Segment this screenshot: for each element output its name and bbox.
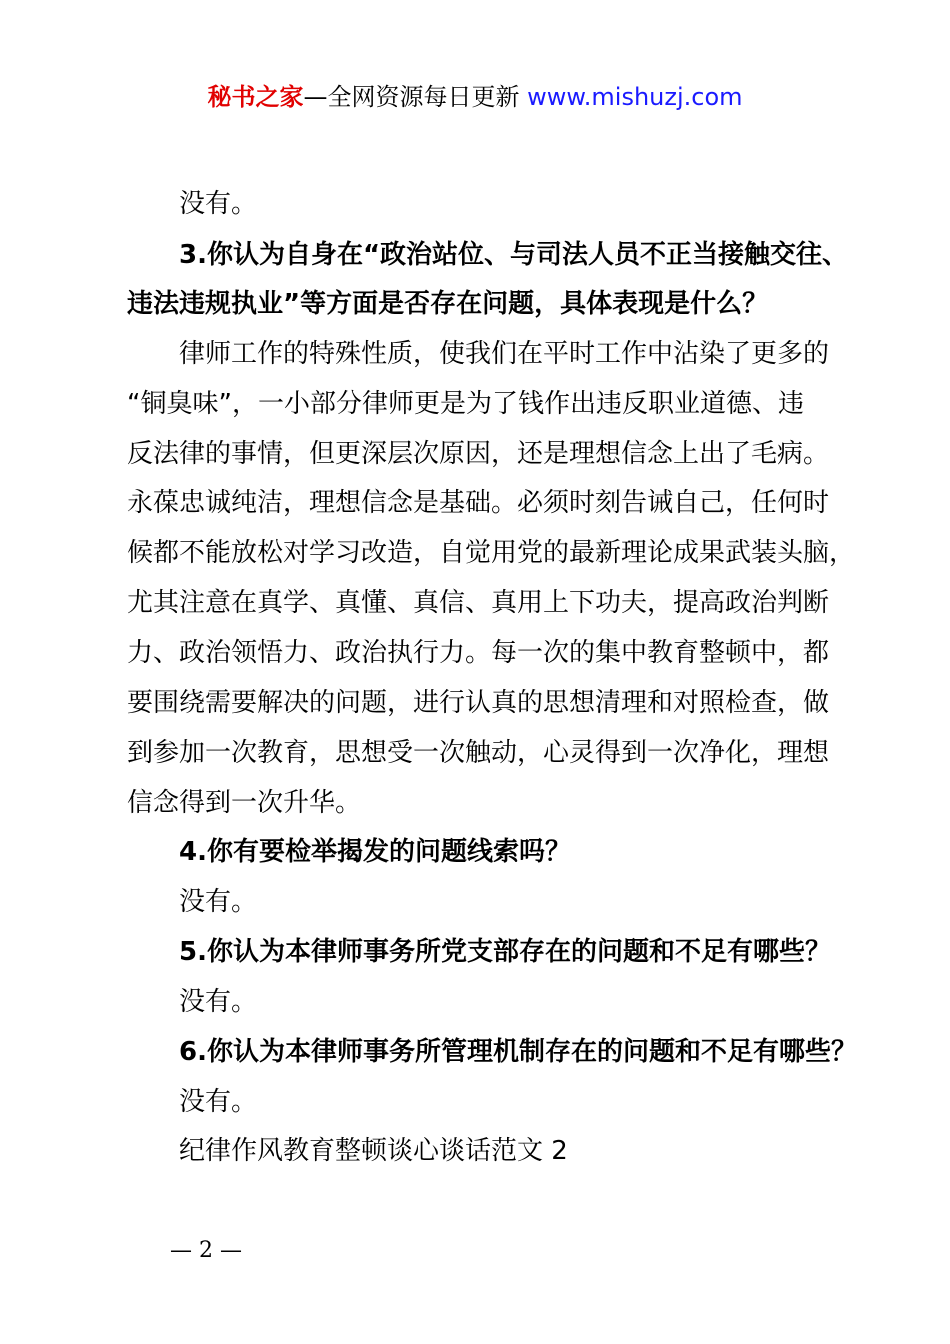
- answer-text: 没有。: [179, 887, 258, 917]
- section-title: 纪律作风教育整顿谈心谈话范文 2: [179, 1136, 568, 1166]
- site-header: [0, 82, 950, 112]
- paragraph-line: 律师工作的特殊性质，使我们在平时工作中沾染了更多的: [179, 339, 830, 369]
- question-heading-continued: 违法违规执业”等方面是否存在问题，具体表现是什么？: [127, 289, 769, 319]
- paragraph-line: 反法律的事情，但更深层次原因，还是理想信念上出了毛病。: [127, 439, 830, 469]
- question-heading: 3.你认为自身在“政治站位、与司法人员不正当接触交往、: [179, 240, 849, 270]
- question-heading: 5.你认为本律师事务所党支部存在的问题和不足有哪些？: [179, 937, 831, 967]
- header-tagline: —全网资源每日更新: [303, 83, 528, 111]
- paragraph-line: 永葆忠诚纯洁，理想信念是基础。必须时刻告诫自己，任何时: [127, 488, 830, 518]
- answer-text: 没有。: [179, 987, 258, 1017]
- site-url-link[interactable]: www.mishuzj.com: [527, 83, 743, 111]
- question-heading: 4.你有要检举揭发的问题线索吗？: [179, 837, 571, 867]
- paragraph-line: “铜臭味”，一小部分律师更是为了钱作出违反职业道德、违: [127, 389, 804, 419]
- question-heading: 6.你认为本律师事务所管理机制存在的问题和不足有哪些？: [179, 1037, 857, 1067]
- paragraph-line: 候都不能放松对学习改造，自觉用党的最新理论成果武装头脑，: [127, 538, 856, 568]
- paragraph-line: 尤其注意在真学、真懂、真信、真用上下功夫，提高政治判断: [127, 588, 830, 618]
- page-number: — 2 —: [170, 1238, 242, 1263]
- paragraph-line: 力、政治领悟力、政治执行力。每一次的集中教育整顿中，都: [127, 638, 830, 668]
- answer-text: 没有。: [179, 189, 258, 219]
- paragraph-line: 要围绕需要解决的问题，进行认真的思想清理和对照检查，做: [127, 688, 830, 718]
- brand-name: 秘书之家: [207, 83, 304, 111]
- paragraph-line: 到参加一次教育，思想受一次触动，心灵得到一次净化，理想: [127, 738, 830, 768]
- paragraph-line: 信念得到一次升华。: [127, 788, 362, 818]
- answer-text: 没有。: [179, 1087, 258, 1117]
